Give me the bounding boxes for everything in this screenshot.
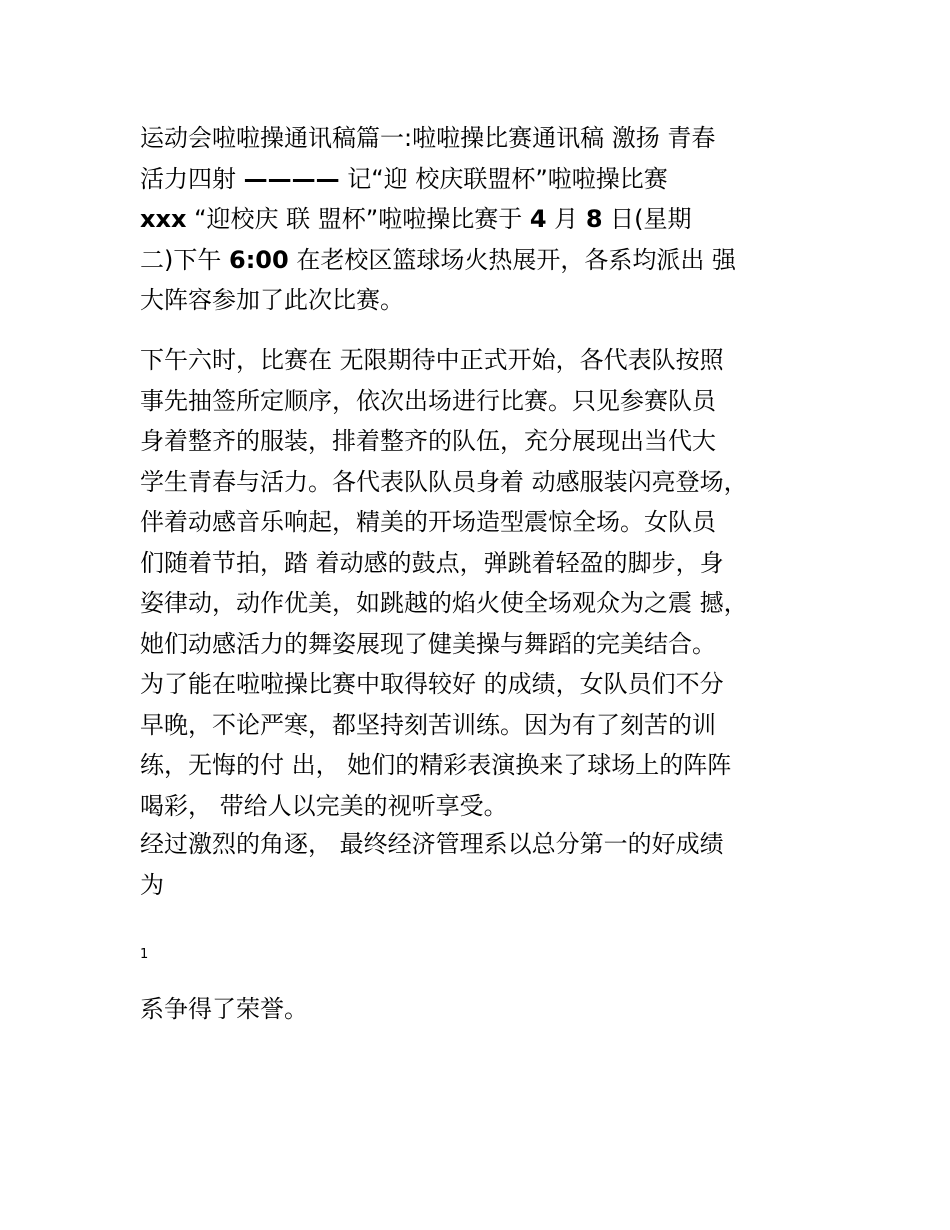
- text-line: 姿律动，动作优美，如跳越的焰火使全场观众为之震 撼，: [140, 589, 748, 617]
- page-number: 1: [140, 947, 149, 962]
- text-line: 大阵容参加了此次比赛。: [140, 286, 404, 314]
- paragraph-result: [140, 824, 840, 905]
- bold-placeholder: xxx: [140, 205, 187, 233]
- text-line: 运动会啦啦操通讯稿篇一:啦啦操比赛通讯稿 激扬 青春: [140, 124, 716, 152]
- text-line: 喝彩， 带给人以完美的视听享受。: [140, 791, 508, 820]
- text-line: 练，无悔的付 出， 她们的精彩表演换来了球场上的阵阵: [140, 751, 732, 779]
- text-line: 身着整齐的服装，排着整齐的队伍，充分展现出当代大: [140, 427, 716, 455]
- text-line: 经过激烈的角逐， 最终经济管理系以总分第一的好成绩: [140, 830, 724, 858]
- bold-month: 4: [529, 205, 547, 233]
- text-line: 早晚，不论严寒，都坚持刻苦训练。因为有了刻苦的训: [140, 710, 716, 739]
- text-line: 伴着动感音乐响起，精美的开场造型震惊全场。女队员: [140, 508, 716, 536]
- paragraph-competition: [140, 340, 840, 826]
- text-line: 为: [140, 870, 164, 899]
- text-line: 她们动感活力的舞姿展现了健美操与舞蹈的完美结合。: [140, 629, 716, 658]
- bold-day: 8: [585, 205, 603, 233]
- text-line: 们随着节拍，踏 着动感的鼓点，弹跳着轻盈的脚步，身: [140, 548, 724, 577]
- em-dash-run: ————: [243, 164, 340, 193]
- text-line: 系争得了荣誉。: [140, 995, 308, 1023]
- text-line: 二)下午 6:00 在老校区篮球场火热展开，各系均派出 强: [140, 245, 736, 274]
- paragraph-continued: [140, 989, 840, 1030]
- paragraph-intro: [140, 118, 840, 321]
- text-line: xxx “迎校庆 联 盟杯”啦啦操比赛于 4 月 8 日(星期: [140, 205, 692, 233]
- text-line: 为了能在啦啦操比赛中取得较好 的成绩，女队员们不分: [140, 670, 724, 698]
- text-line: 下午六时，比赛在 无限期待中正式开始，各代表队按照: [140, 346, 724, 374]
- text-line: 学生青春与活力。各代表队队员身着 动感服装闪亮登场，: [140, 467, 748, 496]
- bold-time: 6:00: [229, 245, 289, 274]
- text-line: 事先抽签所定顺序，依次出场进行比赛。只见参赛队员: [140, 386, 716, 415]
- text-line: 活力四射 ———— 记“迎 校庆联盟杯”啦啦操比赛: [140, 164, 668, 193]
